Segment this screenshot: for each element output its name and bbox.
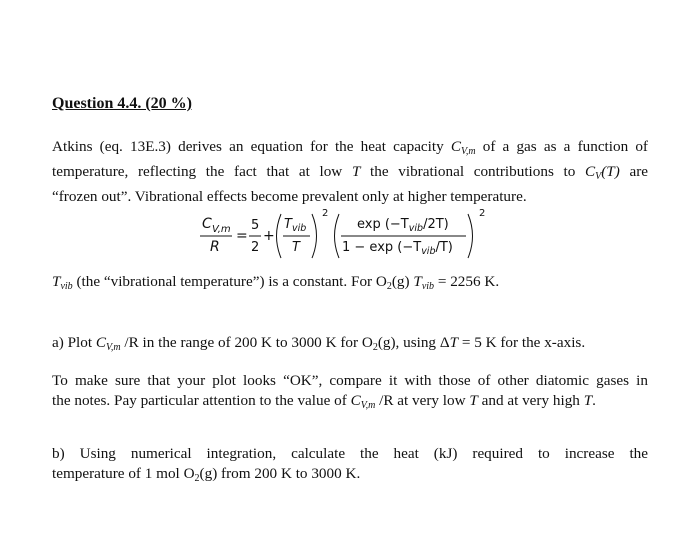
five-half-numerator: 5: [251, 218, 260, 233]
right-paren-2: [468, 214, 473, 258]
lhs-numerator-sub: V,m: [212, 224, 231, 235]
intro-paragraph: [52, 137, 648, 207]
tvib-paragraph: $T_{vib}$ (the “vibrational temperature”) is a constant. For O2(g) $T_{vib} = 2256$ K.: [52, 273, 500, 292]
lhs-numerator-c: C: [202, 216, 212, 232]
heat-capacity-equation: [198, 206, 498, 262]
lhs-denominator: R: [210, 239, 220, 255]
equals-sign: =: [236, 228, 248, 244]
part-a-paragraph: a) Plot $C_{V,m}$ /R in the range of 200 K to 3000 K for O2(g), using ΔT = 5 K for the x-axis.: [52, 334, 586, 353]
intro-line-3: “frozen out”. Vibrational effects become prevalent only at higher temperature.: [52, 188, 527, 205]
tvib-denominator: T: [292, 240, 300, 255]
part-b-paragraph: b) Using numerical integration, calculate the heat (kJ) required to increase the temperature of 1 mol O2(g) from 200 K to 3000 K.: [52, 445, 648, 484]
exp-numerator: $\exp (-T_{vib}/2T)$: [357, 217, 449, 234]
tvib-numerator-t: T: [284, 217, 292, 232]
part-a-note-paragraph: To make sure that your plot looks “OK”, compare it with those of other diatomic gases in the notes. Pay particular attention to the value of $C_{V,m}$ /R at very low T and at very high T.: [52, 372, 648, 411]
exponent-2: 2: [479, 208, 486, 219]
right-paren-1: [312, 214, 317, 258]
intro-line-1: Atkins (eq. 13E.3) derives an equation for the heat capacity $C_{V,m}$ of a gas as a function of: [52, 138, 648, 157]
tvib-numerator-sub: vib: [292, 223, 307, 234]
five-half-denominator: 2: [251, 240, 260, 255]
question-title: Question 4.4. (20 %): [52, 95, 192, 112]
exp-denominator: $1 - \exp (-T_{vib}/T)$: [342, 240, 453, 257]
left-paren-2: [335, 214, 340, 258]
left-paren-1: [277, 214, 282, 258]
exponent-1: 2: [322, 208, 329, 219]
intro-line-2: temperature, reflecting the fact that at low T the vibrational contributions to $C_V(T)$ are: [52, 163, 648, 182]
plus-sign: +: [263, 228, 275, 244]
